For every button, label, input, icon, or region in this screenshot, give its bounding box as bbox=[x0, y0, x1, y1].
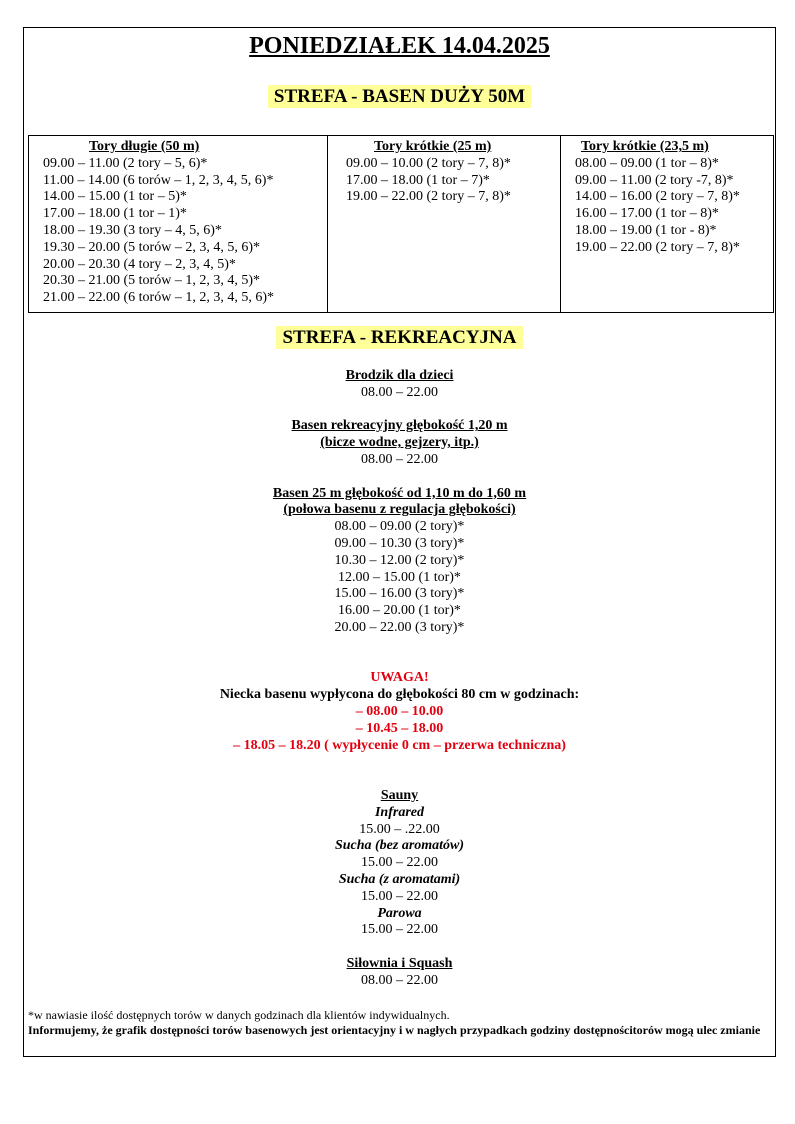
footnote-section bbox=[28, 1008, 771, 1038]
sauna-name: Sucha (bez aromatów) bbox=[334, 838, 465, 854]
recreation-section bbox=[24, 368, 775, 989]
basen25-row: 08.00 – 09.00 (2 tory)* bbox=[334, 519, 465, 535]
lane-row: 11.00 – 14.00 (6 torów – 1, 2, 3, 4, 5, 6)* bbox=[43, 172, 274, 188]
footnote-text: *w nawiasie ilość dostępnych torów w danych godzinach dla klientów indywidualnych. bbox=[28, 1008, 450, 1022]
rekreacyjny-title: Basen rekreacyjny głębokość 1,20 m bbox=[291, 418, 508, 434]
lane-row: 19.00 – 22.00 (2 tory – 7, 8)* bbox=[346, 189, 511, 205]
basen25-row: 16.00 – 20.00 (1 tor)* bbox=[338, 603, 461, 619]
title-text: PONIEDZIAŁEK 14.04.2025 bbox=[249, 33, 550, 59]
page-title bbox=[24, 33, 775, 60]
lanes-column-short-23-5 bbox=[560, 136, 773, 312]
basen25-row: 15.00 – 16.00 (3 tory)* bbox=[334, 586, 465, 602]
lane-row: 09.00 – 10.00 (2 tory – 7, 8)* bbox=[346, 155, 511, 171]
lane-row: 18.00 – 19.00 (1 tor - 8)* bbox=[575, 222, 717, 238]
sauna-hours: 15.00 – 22.00 bbox=[361, 922, 438, 938]
basen25-subtitle: (połowa basenu z regulacja głębokości) bbox=[283, 502, 516, 518]
basen25-title: Basen 25 m głębokość od 1,10 m do 1,60 m bbox=[272, 485, 527, 501]
basen25-row: 09.00 – 10.30 (3 tory)* bbox=[334, 535, 465, 551]
uwaga-row: – 10.45 – 18.00 bbox=[355, 720, 444, 736]
lane-row: 16.00 – 17.00 (1 tor – 8)* bbox=[575, 206, 719, 222]
uwaga-text: Niecka basenu wypłycona do głębokości 80 cm w godzinach: bbox=[219, 687, 580, 703]
lane-row: 20.30 – 21.00 (5 torów – 1, 2, 3, 4, 5)* bbox=[43, 273, 260, 289]
column-header: Tory długie (50 m) bbox=[89, 139, 200, 154]
lane-row: 17.00 – 18.00 (1 tor – 7)* bbox=[346, 172, 490, 188]
zone-recreation-text: STREFA - REKREACYJNA bbox=[276, 326, 522, 349]
sauny-title: Sauny bbox=[380, 787, 419, 803]
silownia-title: Siłownia i Squash bbox=[346, 955, 453, 971]
sauna-name: Parowa bbox=[377, 905, 422, 921]
lanes-column-short-25 bbox=[327, 136, 560, 312]
rekreacyjny-hours: 08.00 – 22.00 bbox=[361, 451, 438, 467]
lane-row: 19.30 – 20.00 (5 torów – 2, 3, 4, 5, 6)* bbox=[43, 239, 260, 255]
sauna-hours: 15.00 – .22.00 bbox=[359, 821, 440, 837]
lane-row: 19.00 – 22.00 (2 tory – 7, 8)* bbox=[575, 239, 740, 255]
silownia-hours: 08.00 – 22.00 bbox=[361, 972, 438, 988]
rekreacyjny-subtitle: (bicze wodne, gejzery, itp.) bbox=[320, 435, 479, 451]
lane-row: 09.00 – 11.00 (2 tory -7, 8)* bbox=[575, 172, 734, 188]
sauna-name: Infrared bbox=[374, 804, 424, 820]
column-header: Tory krótkie (23,5 m) bbox=[581, 139, 709, 154]
lane-row: 08.00 – 09.00 (1 tor – 8)* bbox=[575, 155, 719, 171]
lanes-column-long bbox=[29, 136, 327, 312]
lane-row: 18.00 – 19.30 (3 tory – 4, 5, 6)* bbox=[43, 222, 222, 238]
sauna-name: Sucha (z aromatami) bbox=[338, 871, 461, 887]
uwaga-label: UWAGA! bbox=[370, 670, 429, 686]
basen25-row: 12.00 – 15.00 (1 tor)* bbox=[338, 569, 461, 585]
info-text: Informujemy, że grafik dostępności torów basenowych jest orientacyjny i w nagłych przypadkach godziny dostępnościtorów mogą ulec zmianie bbox=[28, 1023, 761, 1037]
lane-row: 21.00 – 22.00 (6 torów – 1, 2, 3, 4, 5, 6)* bbox=[43, 290, 274, 306]
lane-row: 17.00 – 18.00 (1 tor – 1)* bbox=[43, 206, 187, 222]
schedule-frame bbox=[23, 27, 776, 1057]
lane-row: 20.00 – 20.30 (4 tory – 2, 3, 4, 5)* bbox=[43, 256, 236, 272]
zone-large-heading bbox=[24, 86, 775, 108]
zone-large-text: STREFA - BASEN DUŻY 50M bbox=[268, 85, 531, 108]
column-header: Tory krótkie (25 m) bbox=[374, 139, 492, 154]
uwaga-row: – 08.00 – 10.00 bbox=[355, 703, 444, 719]
brodzik-title: Brodzik dla dzieci bbox=[345, 368, 454, 383]
zone-recreation-heading bbox=[24, 327, 775, 349]
basen25-row: 20.00 – 22.00 (3 tory)* bbox=[334, 619, 465, 635]
lane-row: 14.00 – 15.00 (1 tor – 5)* bbox=[43, 189, 187, 205]
lane-row: 14.00 – 16.00 (2 tory – 7, 8)* bbox=[575, 189, 740, 205]
uwaga-row: – 18.05 – 18.20 ( wypłycenie 0 cm – przerwa techniczna) bbox=[233, 737, 566, 753]
basen25-row: 10.30 – 12.00 (2 tory)* bbox=[334, 552, 465, 568]
sauna-hours: 15.00 – 22.00 bbox=[361, 888, 438, 904]
sauna-hours: 15.00 – 22.00 bbox=[361, 855, 438, 871]
lanes-table bbox=[28, 135, 774, 313]
lane-row: 09.00 – 11.00 (2 tory – 5, 6)* bbox=[43, 155, 208, 171]
brodzik-hours: 08.00 – 22.00 bbox=[361, 384, 438, 400]
